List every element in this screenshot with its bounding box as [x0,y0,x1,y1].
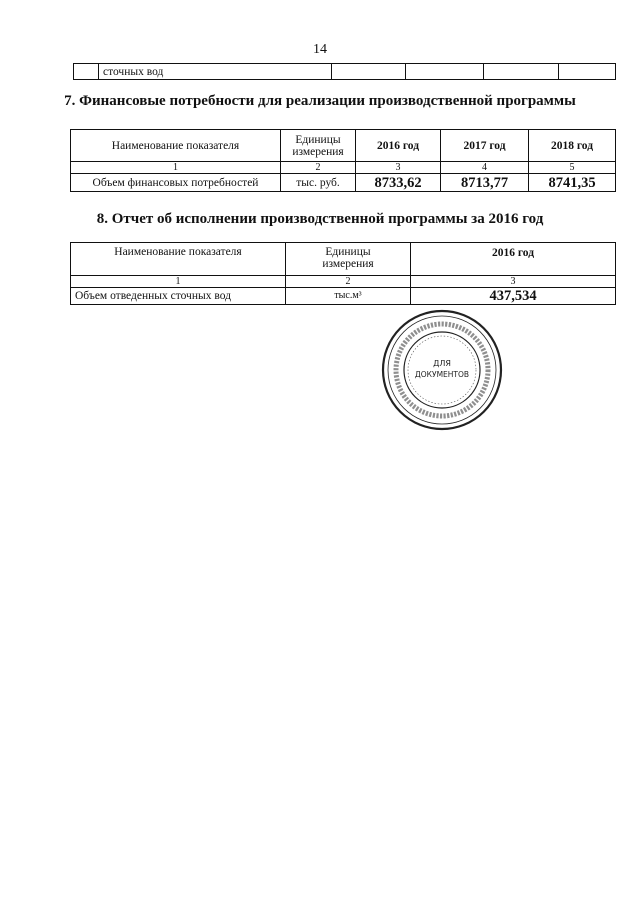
official-stamp [380,308,504,432]
col-num-4: 4 [441,162,529,174]
row-name: Объем отведенных сточных вод [71,288,286,305]
execution-report-table [70,242,616,305]
table-row [74,64,616,80]
column-number-row [71,276,616,288]
header-row [71,243,616,276]
col-num-1: 1 [71,162,281,174]
header-2017: 2017 год [441,130,529,162]
row-name: Объем финансовых потребностей [71,174,281,192]
col-num-3: 3 [356,162,441,174]
value-2017: 8713,77 [441,174,529,192]
table-row [71,174,616,192]
column-number-row [71,162,616,174]
header-row [71,130,616,162]
financial-needs-table [70,129,616,192]
row-unit: тыс.м³ [286,288,411,305]
header-unit: Единицы измерения [286,243,411,276]
col-num-2: 2 [281,162,356,174]
col-num-1: 1 [71,276,286,288]
row-label: сточных вод [99,64,332,80]
value-2016: 437,534 [411,288,616,305]
header-2016: 2016 год [356,130,441,162]
value-2018: 8741,35 [529,174,616,192]
table-row [71,288,616,305]
section-8-title: 8. Отчет об исполнении производственной программы за 2016 год [96,211,544,227]
value-2016: 8733,62 [356,174,441,192]
header-2018: 2018 год [529,130,616,162]
header-name: Наименование показателя [71,130,281,162]
col-num-5: 5 [529,162,616,174]
header-2016: 2016 год [411,243,616,276]
stamp-text-line1: ДЛЯ [433,359,451,368]
page-number: 14 [313,42,327,57]
col-num-2: 2 [286,276,411,288]
col-num-3: 3 [411,276,616,288]
header-name: Наименование показателя [71,243,286,276]
header-unit: Единицы измерения [281,130,356,162]
stamp-text-line2: ДОКУМЕНТОВ [414,370,470,379]
continued-table [73,63,616,80]
section-7-title: 7. Финансовые потребности для реализации производственной программы [64,93,576,109]
row-unit: тыс. руб. [281,174,356,192]
